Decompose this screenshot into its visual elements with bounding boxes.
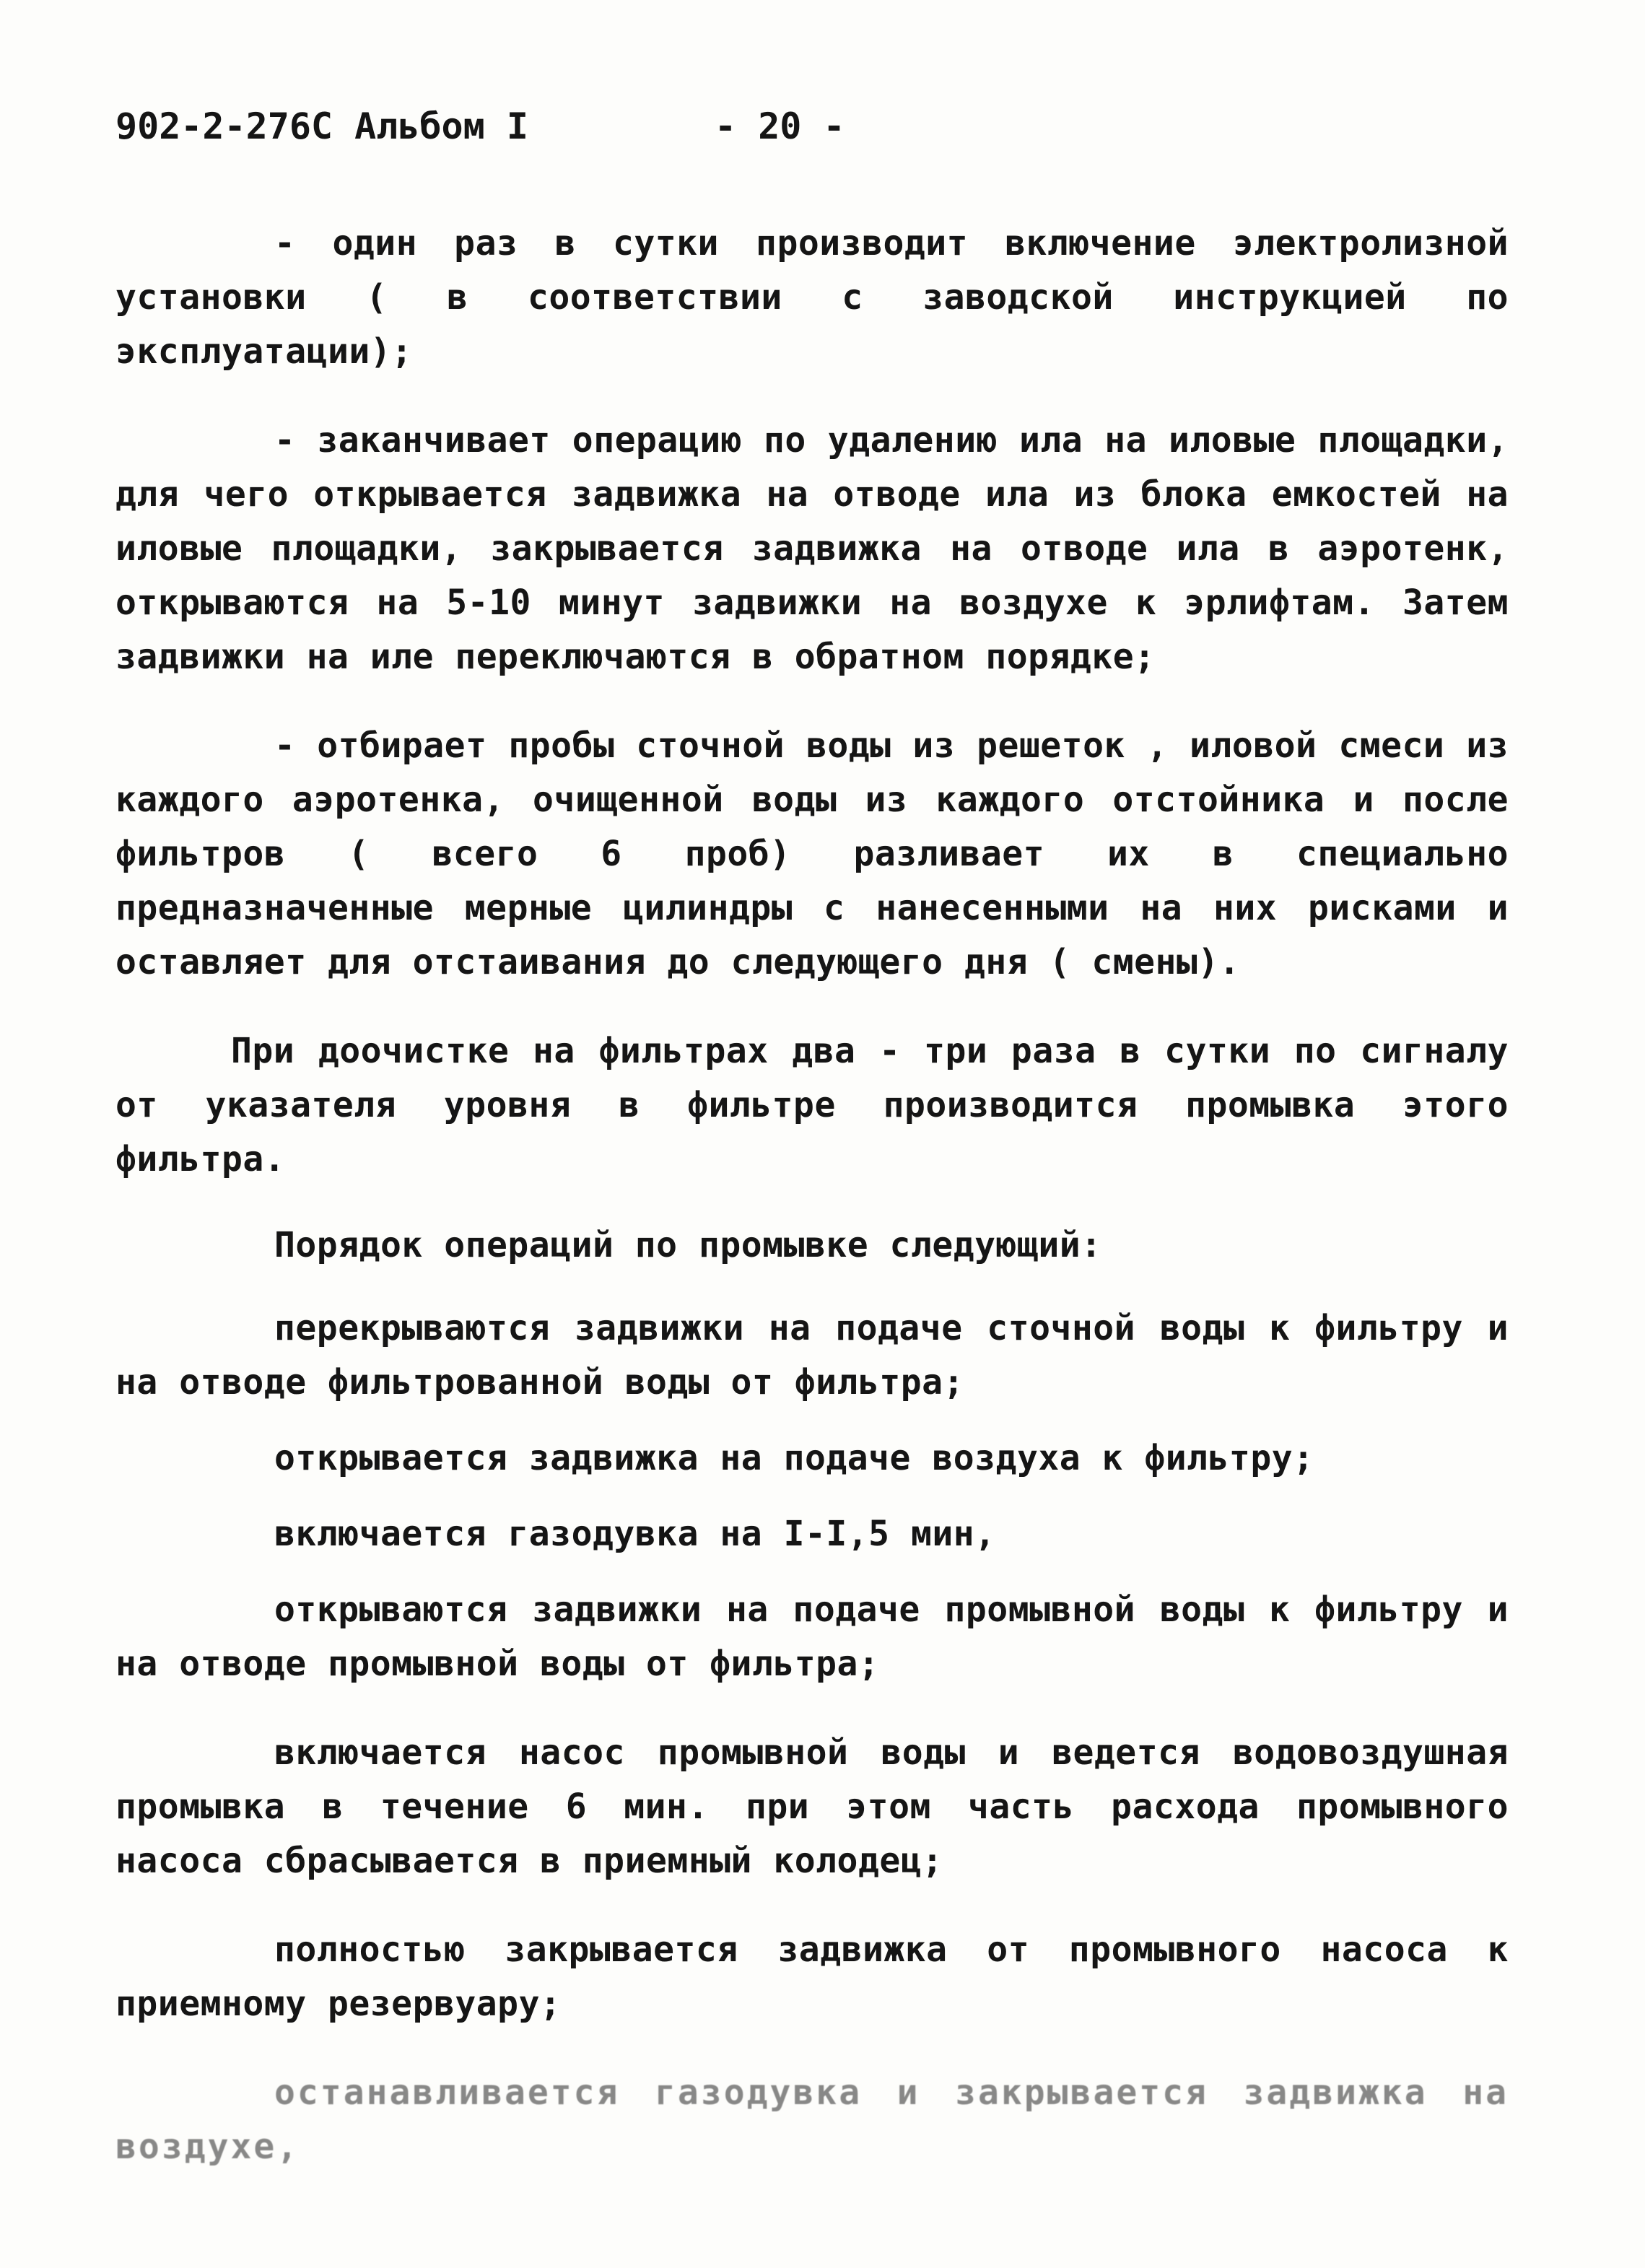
page-header [115, 101, 1559, 152]
step-open-air-valve: открывается задвижка на подаче воздуха к фильтру; [274, 1438, 1314, 1478]
paragraph-sampling: - отбирает пробы сточной воды из решеток , иловой смеси из каждого аэротенка, очищенной воды из каждого отстойника и после фильтров ( всего 6 проб) разливает их в специально предназначенные мерные цилиндры с нанесенными на них рисками и оставляет для отстаивания до следующего дня ( смены). [115, 725, 1509, 982]
paragraph-sludge-removal: - заканчивает операцию по удалению ила на иловые площадки, для чего открывается задвижка на отводе ила из блока емкостей на иловые площадки, закрывается задвижка на отводе ила в аэротенк, открываются на 5-10 минут задвижки на воздухе к эрлифтам. Затем задвижки на иле переключаются в обратном порядке; [115, 420, 1509, 677]
page-number: - 20 - [715, 105, 845, 147]
step-start-blower: включается газодувка на I-I,5 мин, [274, 1514, 996, 1554]
paragraph-electrolysis-startup: - один раз в сутки производит включение электролизной установки ( в соответствии с заводской инструкцией по эксплуатации); [115, 223, 1509, 372]
step-open-wash-water-valves: открываются задвижки на подаче промывной воды к фильтру и на отводе промывной воды от фильтра; [115, 1589, 1509, 1684]
step-start-wash-pump: включается насос промывной воды и ведется водовоздушная промывка в течение 6 мин. при этом часть расхода промывного насоса сбрасывается в приемный колодец; [115, 1732, 1509, 1881]
document-code: 902-2-276С Альбом I [115, 105, 528, 147]
document-body [115, 217, 1509, 2209]
paragraph-filter-washing: При доочистке на фильтрах два - три раза в сутки по сигналу от указателя уровня в фильтре производится промывка этого фильтра. [115, 1031, 1509, 1179]
step-close-pump-valve: полностью закрывается задвижка от промывного насоса к приемному резервуару; [115, 1929, 1509, 2024]
step-stop-blower: останавливается газодувка и закрывается задвижка на воздухе, [115, 2072, 1509, 2167]
step-close-valves: перекрываются задвижки на подаче сточной воды к фильтру и на отводе фильтрованной воды от фильтра; [115, 1308, 1509, 1403]
paragraph-washing-order: Порядок операций по промывке следующий: [274, 1225, 1102, 1265]
